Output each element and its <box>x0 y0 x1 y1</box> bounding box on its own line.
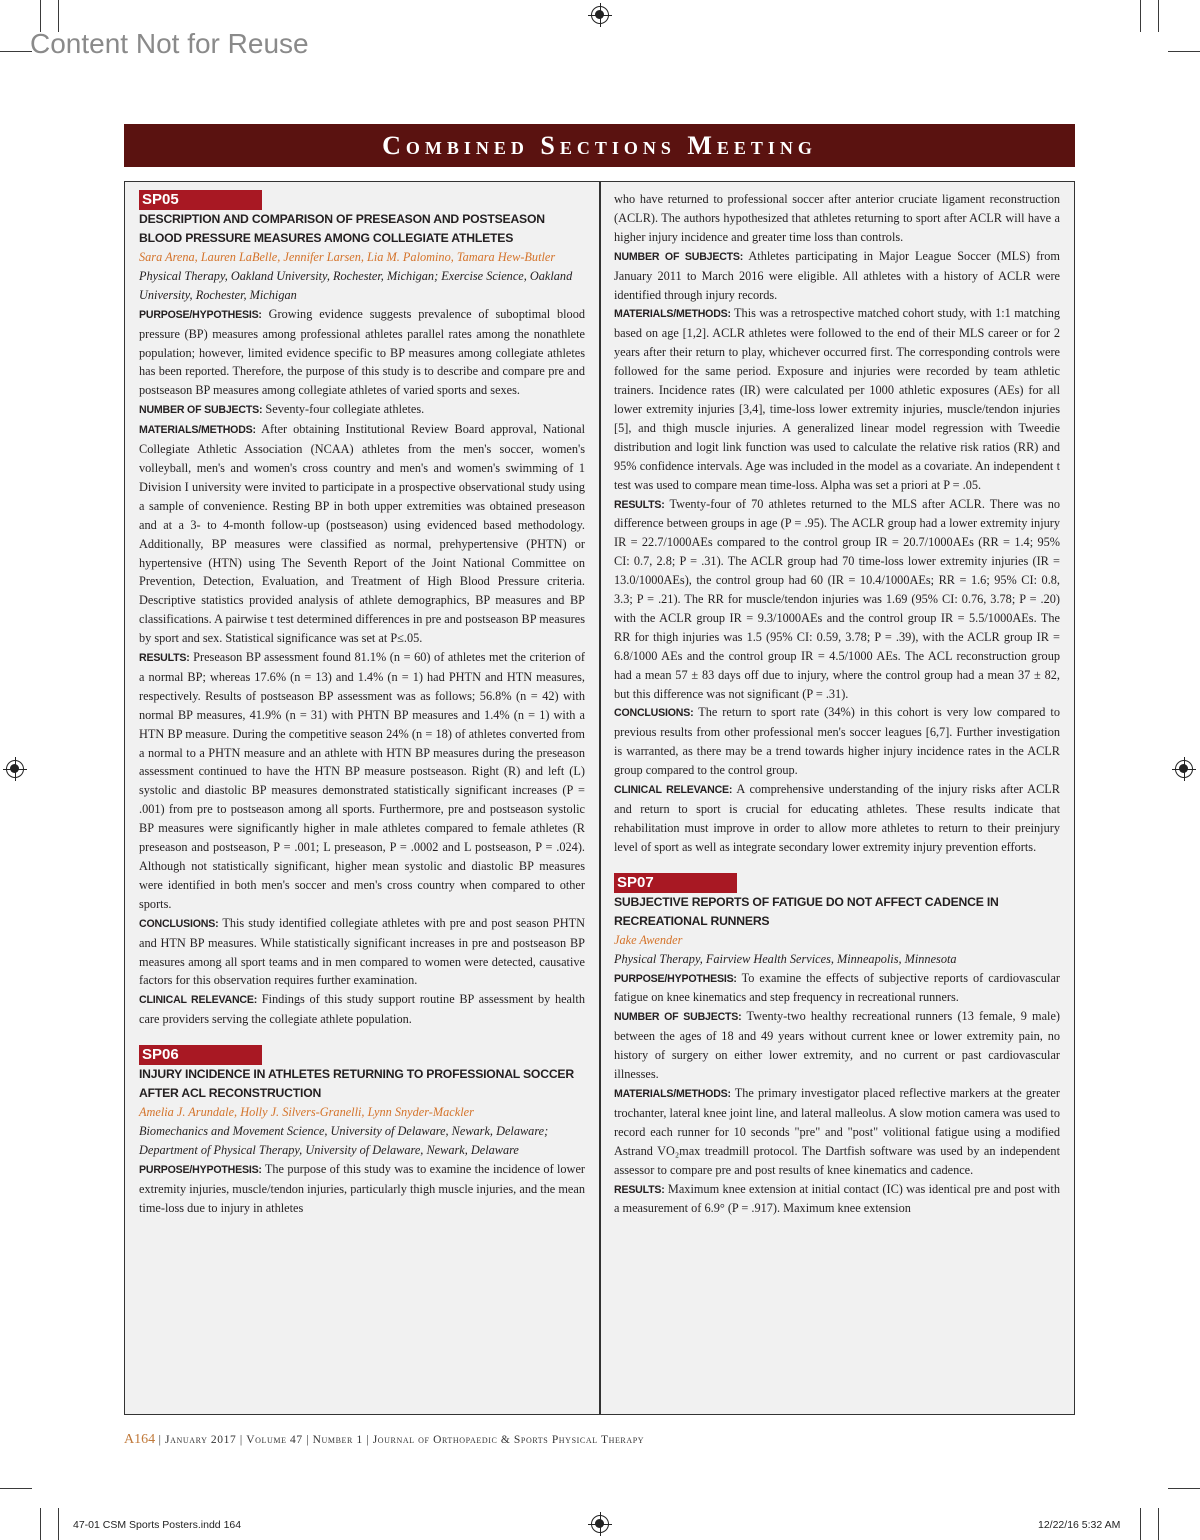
abstract-sp06 <box>139 1045 585 1217</box>
subjects-paragraph <box>139 400 585 420</box>
conclusions-text: The return to sport rate (34%) in this cohort is very low compared to previous results from other professional men's soccer leagues [6,7]. Further investigation is warranted, as there may be a trend towards higher injury incidence rates in the ACLR group compared to the control group. <box>614 705 1060 778</box>
abstract-affiliation: Biomechanics and Movement Science, University of Delaware, Newark, Delaware; Department of Physical Therapy, University of Delaware, Newark, Delaware <box>139 1124 549 1157</box>
footer-journal: Journal of Orthopaedic & Sports Physical Therapy <box>372 1434 645 1446</box>
abstract-authors: Sara Arena, Lauren LaBelle, Jennifer Larsen, Lia M. Palomino, Tamara Hew-Butler <box>139 250 556 264</box>
conclusions-paragraph <box>139 914 585 991</box>
print-slug-date: 12/22/16 5:32 AM <box>1038 1519 1121 1531</box>
print-slug-file: 47-01 CSM Sports Posters.indd 164 <box>73 1519 242 1531</box>
registration-mark-icon <box>591 6 609 24</box>
crop-mark <box>1158 1508 1159 1540</box>
purpose-continued-text: who have returned to professional soccer after anterior cruciate ligament reconstruction (ACLR). The authors hypothesized that athletes returning to sport after ACLR will have a higher injury incidence and greater time loss than controls. <box>614 192 1060 244</box>
registration-mark-icon <box>591 1515 609 1533</box>
results-text: Preseason BP assessment found 81.1% (n = 60) of athletes met the criterion of a normal BP; whereas 17.6% (n = 13) and 1.4% (n = 1) had PHTN and HTN measures, respectively. Results of postseason BP assessment was as follows; 56.8% (n = 42) with normal BP measures, 41.9% (n = 31) with PHTN BP measures and 1.4% (n = 1) with a HTN BP measure. During the competitive season 24% (n = 18) of athletes converted from a normal to a PHTN measure and an athlete with HTN BP measures during the preseason assessment continued to have the HTN BP measure postseason. Right (R) and left (L) systolic and diastolic BP measures demonstrated statistically significant increases (P = .001) from pre to postseason among all sports. Furthermore, pre and postseason systolic BP measures were significantly higher in male athletes compared to female athletes (R preseason and postseason, P = .001; L preseason, P = .0002 and L postseason, P = .024). Although not statistically significant, higher mean systolic and diastolic BP measures were identified in both men's soccer and men's cross country when compared to other sports. <box>139 650 585 911</box>
abstract-affiliation: Physical Therapy, Oakland University, Rochester, Michigan; Exercise Science, Oakland University, Rochester, Michigan <box>139 268 573 302</box>
purpose-paragraph <box>139 1160 585 1218</box>
abstract-title: SUBJECTIVE REPORTS OF FATIGUE DO NOT AFFECT CADENCE IN RECREATIONAL RUNNERS <box>614 894 999 928</box>
abstract-sp07 <box>614 873 1060 1219</box>
subjects-text: Twenty-two healthy recreational runners (13 female, 9 male) between the ages of 18 and 49 years without current knee or lower extremity pain, no history of surgery on either lower extremity, and no current or past cardiovascular illnesses. <box>614 1009 1061 1082</box>
abstract-sp05 <box>139 190 585 1029</box>
methods-text: The primary investigator placed reflective markers at the greater trochanter, lateral knee joint line, and lateral malleolus. A slow motion camera was used to record each runner for 10 seconds "pre" and "post" volitional fatigue using a modified Astrand VO₂max treadmill protocol. The Dartfish software was used by an independent assessor to compare pre and post results of knee kinematics and cadence. <box>614 1085 1060 1177</box>
abstract-code-badge: SP06 <box>139 1045 262 1065</box>
purpose-paragraph <box>139 305 585 401</box>
crop-mark <box>1158 0 1159 32</box>
subjects-paragraph <box>614 247 1060 305</box>
section-label: NUMBER OF SUBJECTS: <box>614 250 744 263</box>
results-paragraph <box>614 1180 1060 1219</box>
relevance-paragraph <box>139 990 585 1029</box>
abstract-title: INJURY INCIDENCE IN ATHLETES RETURNING TO PROFESSIONAL SOCCER AFTER ACL RECONSTRUCTION <box>139 1067 574 1101</box>
results-text: Twenty-four of 70 athletes returned to the MLS after ACLR. There was no difference between groups in age (P = .95). The ACLR group had a lower extremity injury IR = 22.7/1000AEs compared to the control group IR = 20.7/1000AEs (RR = 1.4; 95% CI: 0.7, 2.8; P = .31). The ACLR group had 70 time-loss lower extremity injuries (IR = 13.0/1000AEs), the control group had 60 (IR = 10.4/1000AEs; RR = 1.6; 95% CI: 0.8, 3.3; P = .21). The RR for muscle/tendon injuries was 1.69 (95% CI: 0.76, 3.78; P = .20) with the ACLR group IR = 9.3/1000AEs and the control group IR = 5.5/1000AEs. The RR for thigh injuries was 1.5 (95% CI: 0.59, 3.78; P = .39), with the ACLR group IR = 6.8/1000 AEs and the control group IR = 4.5/1000 AEs. The ACL reconstruction group had a mean 57 ± 83 days off due to injury, where the control group had a mean 37 ± 82, but this difference was not significant (P = .31). <box>614 496 1060 701</box>
subjects-text: Athletes participating in Major League Soccer (MLS) from January 2011 to March 2016 were eligible. All athletes with a history of ACLR were identified through injury records. <box>614 248 1060 302</box>
abstract-title: DESCRIPTION AND COMPARISON OF PRESEASON AND POSTSEASON BLOOD PRESSURE MEASURES AMONG COLLEGIATE ATHLETES <box>139 212 545 245</box>
section-label: MATERIALS/METHODS: <box>614 308 731 321</box>
section-label: CLINICAL RELEVANCE: <box>614 784 733 797</box>
section-label: CONCLUSIONS: <box>614 707 694 720</box>
abstract-code-badge: SP05 <box>139 190 262 210</box>
crop-mark <box>1140 0 1141 32</box>
methods-paragraph <box>614 1084 1060 1180</box>
methods-text: This was a retrospective matched cohort study, with 1:1 matching based on age [1,2]. ACLR athletes were followed to the end of their MLS career or for 2 years after their return to play, whichever occurred first. The corresponding controls were followed for the same period. Exposure and injuries were recorded by team athletic trainers. Incidence rates (IR) were calculated per 1000 athletic exposures (AEs) for all lower extremity injuries [3,4], time-loss lower extremity injuries, muscle/tendon injuries [5], and thigh muscle injuries. A generalized linear model regression with Tweedie distribution and logit link function was used to calculate the relative risk ratios (RR) and 95% confidence intervals. Age was included in the model as a covariate. An independent t test was used to compare mean time-loss. Alpha was set a priori at P = .05. <box>614 306 1060 492</box>
purpose-text: The purpose of this study was to examine the incidence of lower extremity injuries, muscle/tendon injuries, particularly thigh muscle injuries, and the mean time-loss due to injury in athletes <box>139 1161 585 1215</box>
crop-mark <box>1168 51 1200 52</box>
methods-paragraph <box>614 304 1060 494</box>
section-label: CLINICAL RELEVANCE: <box>139 994 258 1007</box>
crop-mark <box>40 1508 41 1540</box>
abstract-sp06-continued <box>614 190 1060 857</box>
right-column <box>614 190 1060 1234</box>
section-banner: Combined Sections Meeting <box>124 124 1075 167</box>
section-label: CONCLUSIONS: <box>139 917 219 930</box>
footer-number: Number 1 <box>312 1434 363 1446</box>
results-paragraph <box>614 495 1060 704</box>
conclusions-text: This study identified collegiate athletes with pre and post season PHTN and HTN BP measures. While statistically significant increases in pre and postseason BP measures among all sport teams and in men compared to women were detected, causative factors for this observation requires further examination. <box>139 915 586 988</box>
subjects-text: Seventy-four collegiate athletes. <box>265 402 425 417</box>
footer-issue: January 2017 <box>165 1434 237 1446</box>
relevance-text: Findings of this study support routine BP assessment by health care providers serving the collegiate athlete population. <box>139 992 586 1027</box>
conclusions-paragraph <box>614 703 1060 780</box>
purpose-text: To examine the effects of subjective reports of cardiovascular fatigue on knee kinematics and step frequency in recreational runners. <box>614 970 1060 1005</box>
registration-mark-icon <box>1175 760 1193 778</box>
abstract-authors: Amelia J. Arundale, Holly J. Silvers-Granelli, Lynn Snyder-Mackler <box>139 1105 474 1120</box>
section-label: NUMBER OF SUBJECTS: <box>614 1011 742 1024</box>
section-label: MATERIALS/METHODS: <box>614 1087 731 1100</box>
results-text: Maximum knee extension at initial contact (IC) was identical pre and post with a measurement of 6.9° (P = .917). Maximum knee extension <box>614 1181 1060 1216</box>
registration-mark-icon <box>6 760 24 778</box>
subjects-paragraph <box>614 1007 1060 1084</box>
footer-separator: | <box>239 1434 243 1446</box>
crop-mark <box>0 51 32 52</box>
page-footer <box>124 1432 644 1448</box>
crop-mark <box>0 1488 32 1489</box>
page-number: A164 <box>124 1432 156 1447</box>
left-column <box>139 190 585 1234</box>
purpose-paragraph <box>614 969 1060 1008</box>
abstract-affiliation: Physical Therapy, Fairview Health Services, Minneapolis, Minnesota <box>614 951 957 966</box>
relevance-text: A comprehensive understanding of the injury risks after ACLR and return to sport is crucial for educating athletes. These results indicate that rehabilitation must improve in order to allow more athletes to return to their preinjury level of sport as well as integrate secondary lower extremity injury prevention efforts. <box>614 782 1060 854</box>
crop-mark <box>58 1508 59 1540</box>
crop-mark <box>1168 1488 1200 1489</box>
section-label: MATERIALS/METHODS: <box>139 424 256 437</box>
watermark: Content Not for Reuse <box>30 28 309 59</box>
section-label: RESULTS: <box>614 498 665 511</box>
results-paragraph <box>139 648 585 914</box>
crop-mark <box>1140 1508 1141 1540</box>
abstract-authors: Jake Awender <box>614 932 683 947</box>
footer-volume: Volume 47 <box>246 1434 303 1446</box>
section-label: RESULTS: <box>139 652 190 665</box>
section-label: PURPOSE/HYPOTHESIS: <box>139 1163 262 1176</box>
footer-separator: | <box>366 1434 370 1446</box>
relevance-paragraph <box>614 780 1060 857</box>
column-divider <box>599 181 601 1415</box>
section-label: PURPOSE/HYPOTHESIS: <box>614 972 737 985</box>
abstract-code-badge: SP07 <box>614 873 737 893</box>
section-label: RESULTS: <box>614 1183 665 1196</box>
section-label: PURPOSE/HYPOTHESIS: <box>139 308 262 321</box>
footer-separator: | <box>306 1434 310 1446</box>
footer-separator: | <box>158 1434 162 1446</box>
section-label: NUMBER OF SUBJECTS: <box>139 404 263 417</box>
methods-paragraph <box>139 420 585 648</box>
purpose-text: Growing evidence suggests prevalence of suboptimal blood pressure (BP) measures among professional athletes parallel rates among the nonathlete population; however, limited evidence specific to BP measures among collegiate athletes has been reported. Therefore, the purpose of this study is to describe and compare pre and postseason BP measures among collegiate athletes of varied sports and sexes. <box>139 306 585 398</box>
methods-text: After obtaining Institutional Review Board approval, National Collegiate Athletic Association (NCAA) athletes from the men's soccer, women's volleyball, men's and women's cross country and men's and women's swimming of 1 Division I university were invited to participate in a prospective observational study using a sample of convenience. Resting BP in both upper extremities was obtained preseason and at a 3- to 4-month follow-up (postseason) using evidenced based methodology. Additionally, BP measures were classified as normal, prehypertensive (PHTN) or hypertensive (HTN) using The Seventh Report of the Joint National Committee on Prevention, Detection, Evaluation, and Treatment of High Blood Pressure criteria. Descriptive statistics provided analysis of athlete demographics, BP measures and BP classifications. A pairwise t test determined differences in pre and postseason BP measures by sport and sex. Statistical significance was set at P≤.05. <box>139 422 585 646</box>
